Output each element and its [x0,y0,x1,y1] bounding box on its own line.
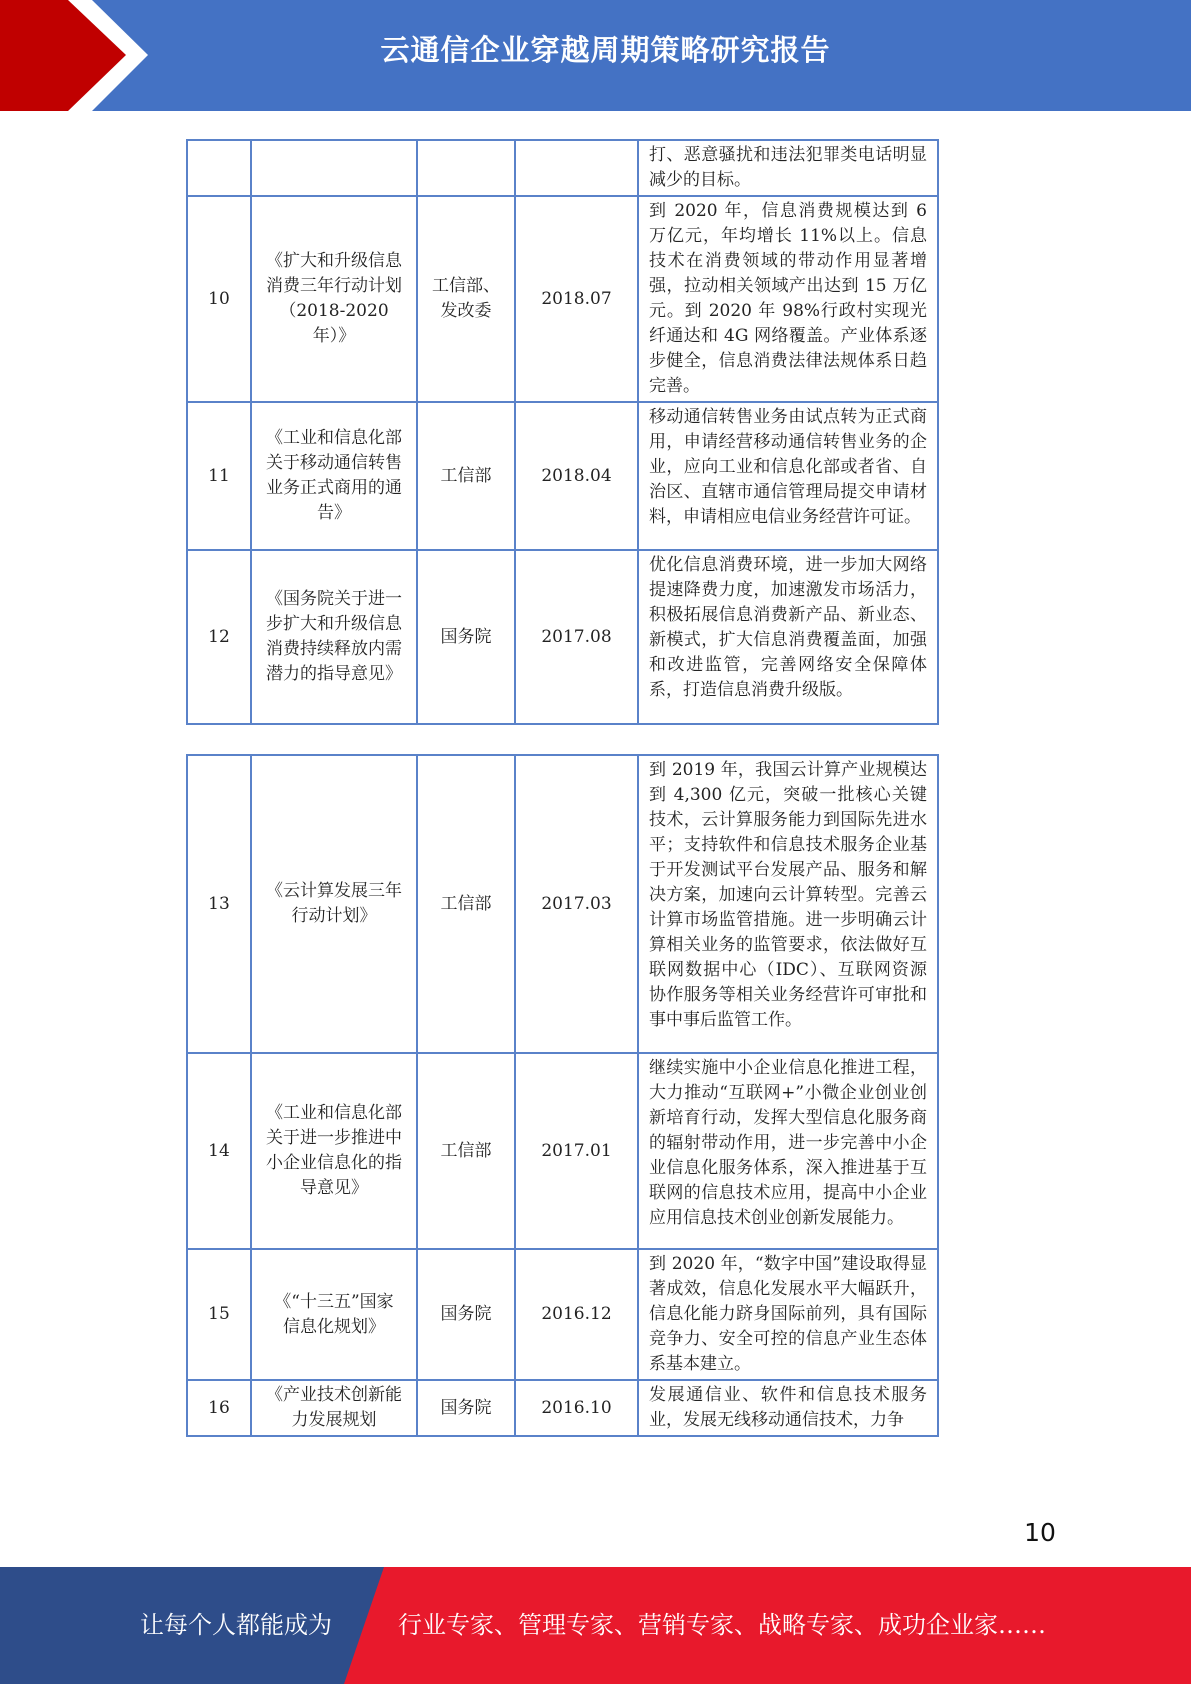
row-number: 10 [187,196,251,402]
table-row [187,1380,938,1436]
policy-title: 《“十三五”国家信息化规划》 [251,1249,417,1380]
issuing-department: 国务院 [417,1249,515,1380]
issuing-department: 国务院 [417,550,515,724]
issue-date: 2018.04 [515,402,638,550]
policy-content: 移动通信转售业务由试点转为正式商用，申请经营移动通信转售业务的企业，应向工业和信息化部或者省、自治区、直辖市通信管理局提交申请材料，申请相应电信业务经营许可证。 [638,402,938,550]
table-row [187,196,938,402]
table-row [187,402,938,550]
issue-date: 2016.10 [515,1380,638,1436]
report-title: 云通信企业穿越周期策略研究报告 [380,33,831,67]
issuing-department: 国务院 [417,1380,515,1436]
policy-content: 到 2019 年，我国云计算产业规模达到 4,300 亿元，突破一批核心关键技术，云计算服务能力到国际先进水平；支持软件和信息技术服务企业基于开发测试平台发展产品、服务和解决方案，加速向云计算转型。完善云计算市场监管措施。进一步明确云计算相关业务的监管要求，依法做好互联网数据中心（IDC）、互联网资源协作服务等相关业务经营许可审批和事中事后监管工作。 [638,755,938,1053]
footer-slogan-left: 让每个人都能成为 [140,1611,332,1639]
issuing-department: 工信部 [417,402,515,550]
issue-date: 2018.07 [515,196,638,402]
policy-content: 发展通信业、软件和信息技术服务业，发展无线移动通信技术，力争 [638,1380,938,1436]
policy-title: 《工业和信息化部关于移动通信转售业务正式商用的通告》 [251,402,417,550]
page-header [0,0,1191,111]
issue-date: 2017.03 [515,755,638,1053]
table-row [187,1053,938,1249]
issue-date: 2017.08 [515,550,638,724]
policy-content: 优化信息消费环境，进一步加大网络提速降费力度，加速激发市场活力，积极拓展信息消费新产品、新业态、新模式，扩大信息消费覆盖面，加强和改进监管，完善网络安全保障体系，打造信息消费升级版。 [638,550,938,724]
row-number: 14 [187,1053,251,1249]
issuing-department: 工信部、发改委 [417,196,515,402]
table-row [187,755,938,1053]
page-footer [0,1567,1191,1684]
issuing-department [417,140,515,196]
policy-content: 到 2020 年，信息消费规模达到 6 万亿元，年均增长 11%以上。信息技术在消费领域的带动作用显著增强，拉动相关领域产出达到 15 万亿元。到 2020 年 98%行政村实现光纤通达和 4G 网络覆盖。产业体系逐步健全，信息消费法律法规体系日趋完善。 [638,196,938,402]
issuing-department: 工信部 [417,755,515,1053]
policy-content: 到 2020 年，“数字中国”建设取得显著成效，信息化发展水平大幅跃升，信息化能力跻身国际前列，具有国际竞争力、安全可控的信息产业生态体系基本建立。 [638,1249,938,1380]
issue-date: 2017.01 [515,1053,638,1249]
policy-title: 《云计算发展三年行动计划》 [251,755,417,1053]
row-number: 16 [187,1380,251,1436]
page-number: 10 [1024,1518,1056,1547]
policy-title: 《产业技术创新能力发展规划 [251,1380,417,1436]
policy-title: 《国务院关于进一步扩大和升级信息消费持续释放内需潜力的指导意见》 [251,550,417,724]
policy-title: 《扩大和升级信息消费三年行动计划（2018-2020年）》 [251,196,417,402]
policy-table-2 [186,754,939,1437]
row-number [187,140,251,196]
row-number: 12 [187,550,251,724]
policy-table-1 [186,139,939,725]
policy-title [251,140,417,196]
issue-date: 2016.12 [515,1249,638,1380]
table-row [187,1249,938,1380]
row-number: 13 [187,755,251,1053]
policy-content: 继续实施中小企业信息化推进工程，大力推动“互联网+”小微企业创业创新培育行动，发挥大型信息化服务商的辐射带动作用，进一步完善中小企业信息化服务体系，深入推进基于互联网的信息技术应用，提高中小企业应用信息技术创业创新发展能力。 [638,1053,938,1249]
policy-content: 打、恶意骚扰和违法犯罪类电话明显减少的目标。 [638,140,938,196]
policy-title: 《工业和信息化部关于进一步推进中小企业信息化的指导意见》 [251,1053,417,1249]
footer-slogan-right: 行业专家、管理专家、营销专家、战略专家、成功企业家…… [398,1611,1046,1639]
issue-date [515,140,638,196]
row-number: 15 [187,1249,251,1380]
table-row [187,550,938,724]
issuing-department: 工信部 [417,1053,515,1249]
row-number: 11 [187,402,251,550]
table-row [187,140,938,196]
